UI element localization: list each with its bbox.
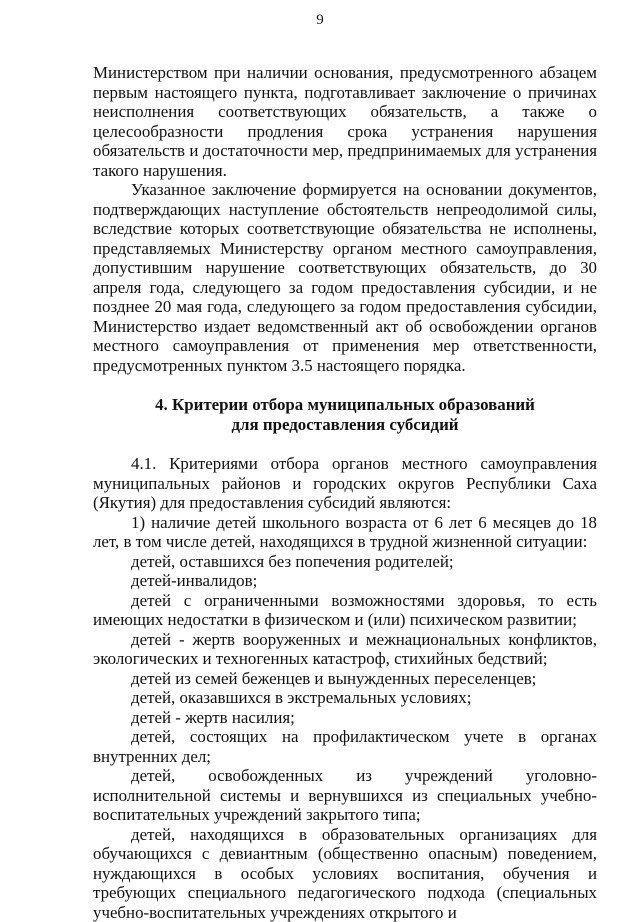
list-item: детей из семей беженцев и вынужденных переселенцев;: [93, 669, 597, 689]
paragraph-criteria-intro: 4.1. Критериями отбора органов местного самоуправления муниципальных районов и городских округов Республики Саха (Якутия) для предоставления субсидий являются:: [93, 454, 597, 513]
list-item: детей, оказавшихся в экстремальных условиях;: [93, 688, 597, 708]
paragraph-continuation: Министерством при наличии основания, предусмотренного абзацем первым настоящего пункта, подготавливает заключение о причинах неисполнения соответствующих обязательств, а также о целесообразности продления срока устранения нарушения обязательств и достаточности мер, предпринимаемых для устранения такого нарушения.: [93, 63, 597, 180]
list-item: детей - жертв вооруженных и межнациональных конфликтов, экологических и техногенных катастроф, стихийных бедствий;: [93, 630, 597, 669]
list-item: детей с ограниченными возможностями здоровья, то есть имеющих недостатки в физическом и (или) психическом развитии;: [93, 591, 597, 630]
list-item: детей, находящихся в образовательных организациях для обучающихся с девиантным (общественно опасным) поведением, нуждающихся в особых условиях воспитания, обучения и требующих специального педагогического подхода (специальных учебно-воспитательных учреждениях открытого и: [93, 825, 597, 922]
section-heading-line-1: 4. Критерии отбора муниципальных образований: [93, 395, 597, 415]
list-item: детей, оставшихся без попечения родителей;: [93, 552, 597, 572]
page-number: 9: [0, 11, 640, 29]
section-heading: [93, 395, 597, 434]
list-item: 1) наличие детей школьного возраста от 6 лет 6 месяцев до 18 лет, в том числе детей, находящихся в трудной жизненной ситуации:: [93, 513, 597, 552]
list-item: детей, освобожденных из учреждений уголовно-исполнительной системы и вернувшихся из специальных учебно-воспитательных учреждений закрытого типа;: [93, 766, 597, 825]
paragraph-conclusion: Указанное заключение формируется на основании документов, подтверждающих наступление обстоятельств непреодолимой силы, вследствие которых соответствующие обязательства не исполнены, представляемых Министерству органом местного самоуправления, допустившим нарушение соответствующих обязательств, до 30 апреля года, следующего за годом предоставления субсидии, и не позднее 20 мая года, следующего за годом предоставления субсидии, Министерство издает ведомственный акт об освобождении органов местного самоуправления от применения мер ответственности, предусмотренных пунктом 3.5 настоящего порядка.: [93, 180, 597, 375]
list-item: детей - жертв насилия;: [93, 708, 597, 728]
document-body: [93, 63, 597, 922]
list-item: детей, состоящих на профилактическом учете в органах внутренних дел;: [93, 727, 597, 766]
section-heading-line-2: для предоставления субсидий: [93, 415, 597, 435]
list-item: детей-инвалидов;: [93, 571, 597, 591]
